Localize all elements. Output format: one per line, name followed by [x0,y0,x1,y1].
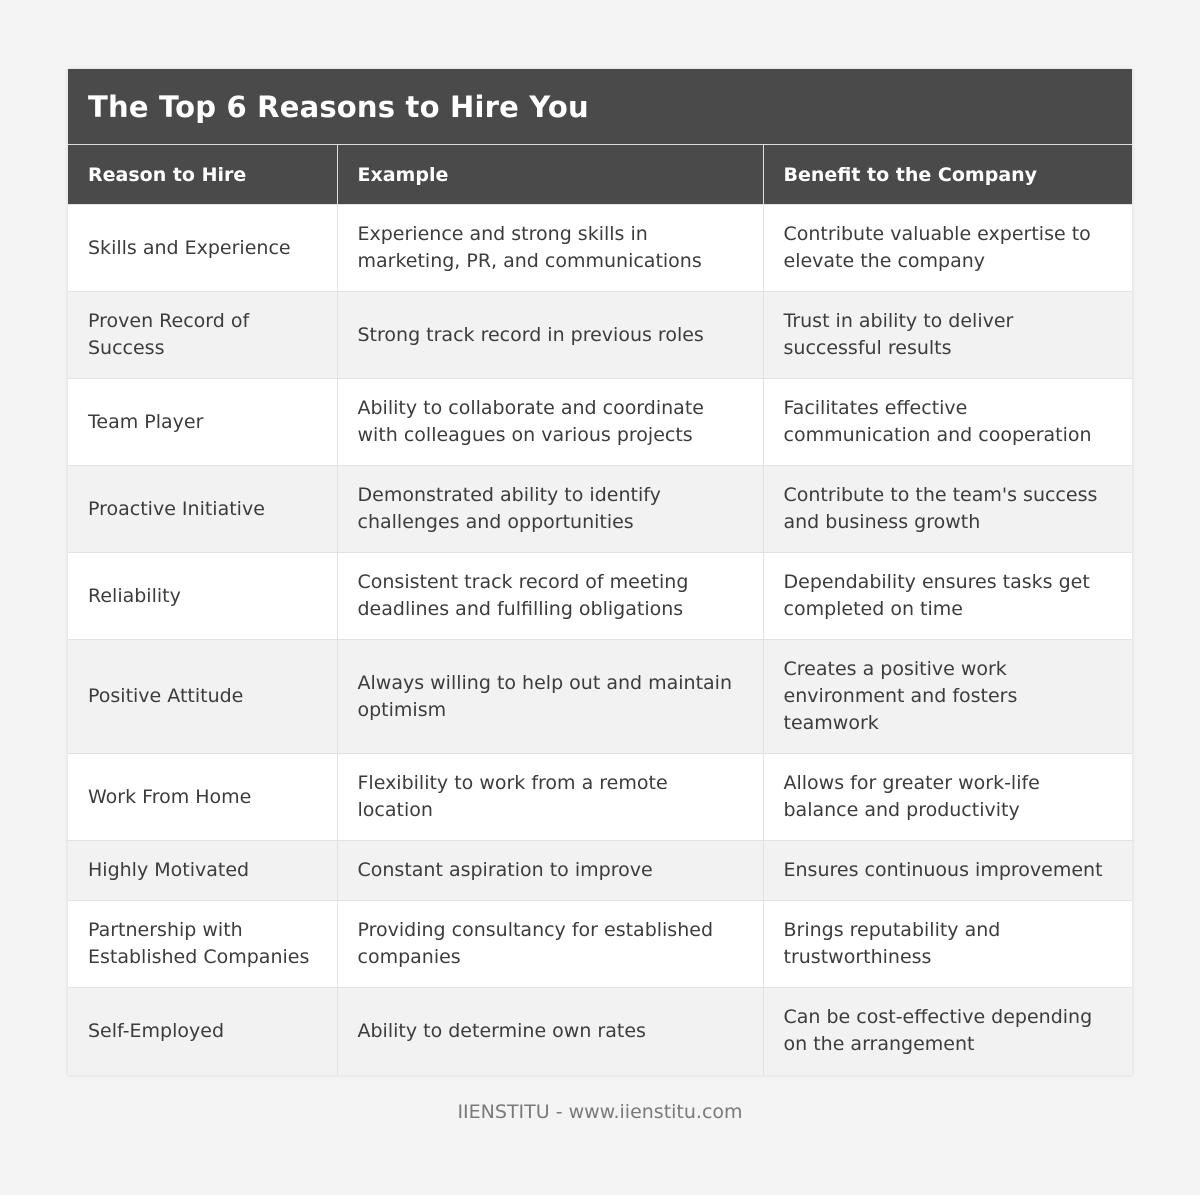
table-row [68,901,1132,988]
reason-cell: Proven Record of Success [68,292,337,379]
reason-cell: Skills and Experience [68,205,337,292]
reasons-table-card [68,69,1132,1075]
benefit-cell: Contribute to the team's success and business growth [763,466,1132,553]
benefit-cell: Can be cost-effective depending on the arrangement [763,988,1132,1075]
example-cell: Strong track record in previous roles [337,292,763,379]
reason-cell: Proactive Initiative [68,466,337,553]
table-title: The Top 6 Reasons to Hire You [88,89,589,124]
example-cell: Flexibility to work from a remote location [337,754,763,841]
reason-cell: Highly Motivated [68,841,337,901]
example-cell: Consistent track record of meeting deadlines and fulfilling obligations [337,553,763,640]
table-row [68,754,1132,841]
table-row [68,553,1132,640]
reason-cell: Self-Employed [68,988,337,1075]
example-cell: Providing consultancy for established companies [337,901,763,988]
table-row [68,640,1132,754]
example-cell: Constant aspiration to improve [337,841,763,901]
column-header-reason: Reason to Hire [68,145,337,205]
example-cell: Ability to determine own rates [337,988,763,1075]
footer-credit: IIENSTITU - www.iienstitu.com [457,1101,743,1123]
example-cell: Experience and strong skills in marketing, PR, and communications [337,205,763,292]
benefit-cell: Dependability ensures tasks get completed on time [763,553,1132,640]
table-row [68,988,1132,1075]
reason-cell: Work From Home [68,754,337,841]
reason-cell: Reliability [68,553,337,640]
benefit-cell: Ensures continuous improvement [763,841,1132,901]
benefit-cell: Facilitates effective communication and cooperation [763,379,1132,466]
header-row [68,145,1132,205]
table-row [68,205,1132,292]
column-header-benefit: Benefit to the Company [763,145,1132,205]
benefit-cell: Trust in ability to deliver successful results [763,292,1132,379]
table-row [68,466,1132,553]
benefit-cell: Contribute valuable expertise to elevate the company [763,205,1132,292]
reason-cell: Team Player [68,379,337,466]
example-cell: Demonstrated ability to identify challenges and opportunities [337,466,763,553]
example-cell: Ability to collaborate and coordinate with colleagues on various projects [337,379,763,466]
reasons-table [68,145,1132,1075]
title-bar [68,69,1132,145]
reason-cell: Positive Attitude [68,640,337,754]
table-header [68,145,1132,205]
table-row [68,379,1132,466]
example-cell: Always willing to help out and maintain optimism [337,640,763,754]
reason-cell: Partnership with Established Companies [68,901,337,988]
benefit-cell: Brings reputability and trustworthiness [763,901,1132,988]
benefit-cell: Creates a positive work environment and fosters teamwork [763,640,1132,754]
table-row [68,841,1132,901]
benefit-cell: Allows for greater work-life balance and productivity [763,754,1132,841]
table-body [68,205,1132,1075]
table-row [68,292,1132,379]
column-header-example: Example [337,145,763,205]
